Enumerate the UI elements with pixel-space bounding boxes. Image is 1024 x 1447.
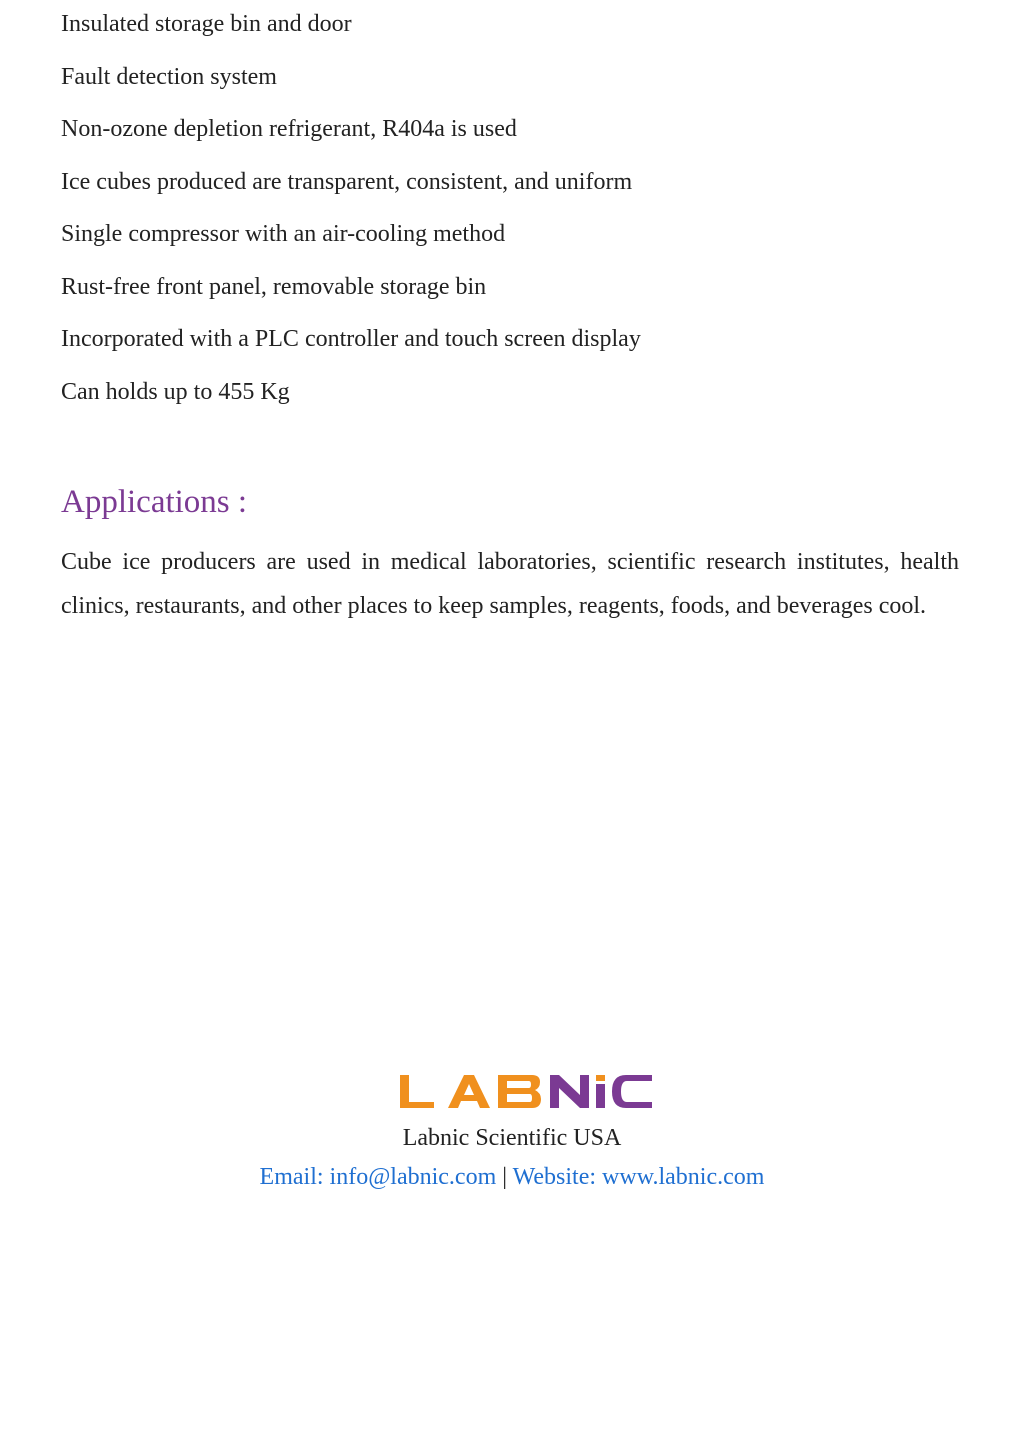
company-name: Labnic Scientific USA [402,1125,622,1151]
website-link[interactable]: Website: www.labnic.com [512,1164,765,1190]
applications-body: Cube ice producers are used in medical laboratories, scientific research institutes, health clinics, restaurants, and other places to keep samples, reagents, foods, and beverages cool. [61,549,959,619]
labnic-logo [398,1072,654,1110]
feature-item: Incorporated with a PLC controller and touch screen display [61,326,641,352]
feature-item: Can holds up to 455 Kg [61,379,290,405]
feature-item: Fault detection system [61,64,277,90]
feature-item: Insulated storage bin and door [61,11,352,37]
feature-item: Rust-free front panel, removable storage bin [61,274,487,300]
contact-line [0,1163,1024,1191]
contact-separator: | [502,1164,508,1190]
email-link[interactable]: Email: info@labnic.com [259,1164,497,1190]
applications-heading: Applications : [61,484,248,520]
feature-item: Non-ozone depletion refrigerant, R404a is used [61,116,517,142]
feature-item: Single compressor with an air-cooling method [61,221,506,247]
feature-item: Ice cubes produced are transparent, consistent, and uniform [61,169,633,195]
